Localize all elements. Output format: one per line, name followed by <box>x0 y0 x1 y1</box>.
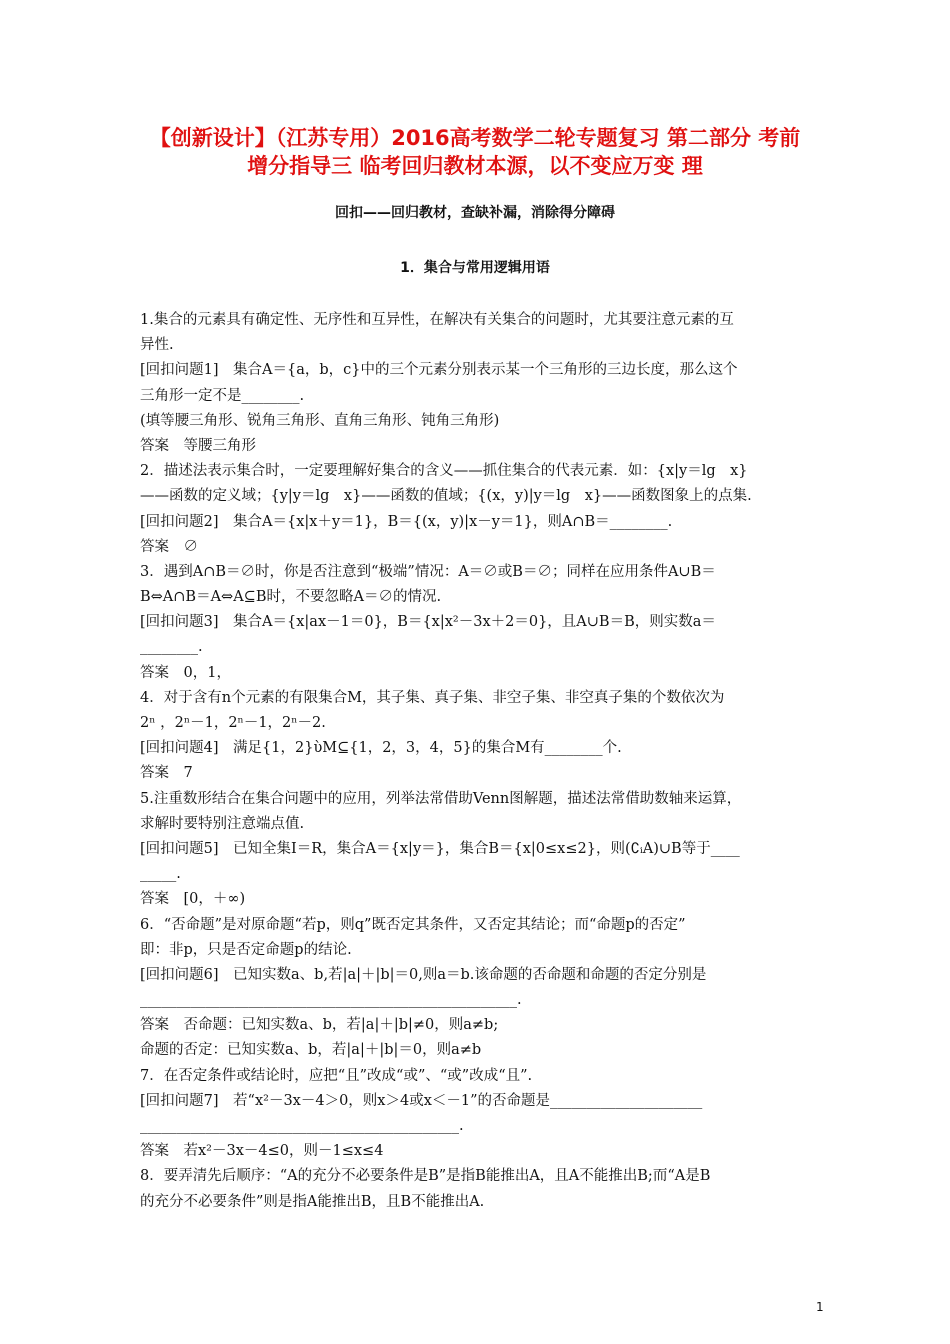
answer-line: 答案 ∅ <box>140 538 198 555</box>
body-text <box>140 308 815 1215</box>
text-line: 三角形一定不是________. <box>140 387 305 404</box>
text-line: [回扣问题6] 已知实数a、b,若|a|＋|b|＝0,则a＝b.该命题的否命题和命题的否定分别是 <box>140 966 707 983</box>
answer-line: 答案 等腰三角形 <box>140 437 256 454</box>
text-line: 5.注重数形结合在集合问题中的应用，列举法常借助Venn图解题，描述法常借助数轴来运算， <box>140 790 742 807</box>
text-line: [回扣问题4] 满足{1，2}ὺM⊆{1，2，3，4，5}的集合M有________个. <box>140 740 622 757</box>
text-line: [回扣问题5] 已知全集I＝R，集合A＝{x|y＝}，集合B＝{x|0≤x≤2}，则(∁ᵢA)∪B等于____ <box>140 840 740 857</box>
text-line: 7．在否定条件或结论时，应把“且”改成“或”、“或”改成“且”. <box>140 1067 533 1084</box>
answer-line: 答案 若x²－3x－4≤0，则－1≤x≤4 <box>140 1143 384 1160</box>
text-line: ________. <box>140 639 203 656</box>
answer-line: 答案 7 <box>140 765 193 782</box>
text-line: ____________________________________________. <box>140 1118 464 1134</box>
text-line: 2．描述法表示集合时，一定要理解好集合的含义——抓住集合的代表元素．如：{x|y＝lg x} <box>140 463 748 480</box>
document-title-line-2: 增分指导三 临考回归教材本源，以不变应万变 理 <box>247 154 703 178</box>
text-line: B⇔A∩B＝A⇔A⊆B时，不要忽略A＝∅的情况. <box>140 589 442 606</box>
text-line: ——函数的定义域；{y|y＝lg x}——函数的值域；{(x，y)|y＝lg x}——函数图象上的点集. <box>140 488 752 505</box>
section-heading: 1．集合与常用逻辑用语 <box>400 260 550 276</box>
text-line: ____________________________________________________. <box>140 992 522 1009</box>
text-line: _____. <box>140 866 181 883</box>
text-line: [回扣问题1] 集合A＝{a，b，c}中的三个元素分别表示某一个三角形的三边长度，那么这个 <box>140 362 738 379</box>
text-line: 3．遇到A∩B＝∅时，你是否注意到“极端”情况：A＝∅或B＝∅；同样在应用条件A∪B＝ <box>140 563 716 580</box>
text-line: 即：非p，只是否定命题p的结论. <box>140 941 352 958</box>
text-line: (填等腰三角形、锐角三角形、直角三角形、钝角三角形) <box>140 412 500 429</box>
answer-line: 答案 0，1， <box>140 664 231 681</box>
text-line: 2ⁿ ，2ⁿ－1，2ⁿ－1，2ⁿ－2. <box>140 715 326 731</box>
text-line: [回扣问题2] 集合A＝{x|x＋y＝1}，B＝{(x，y)|x－y＝1}，则A∩B＝________. <box>140 513 673 530</box>
page-number: 1 <box>816 1300 824 1314</box>
text-line: [回扣问题7] 若“x²－3x－4＞0，则x＞4或x＜－1”的否命题是_____________________ <box>140 1092 703 1109</box>
document-title-line-1: 【创新设计】（江苏专用）2016高考数学二轮专题复习 第二部分 考前 <box>149 126 801 150</box>
answer-line: 答案 [0，＋∞) <box>140 891 246 908</box>
text-line: 求解时要特别注意端点值. <box>140 815 305 832</box>
text-line: 1.集合的元素具有确定性、无序性和互异性，在解决有关集合的问题时，尤其要注意元素的互 <box>140 312 734 328</box>
text-line: 8．要弄清先后顺序：“A的充分不必要条件是B”是指B能推出A，且A不能推出B;而“A是B <box>140 1168 711 1185</box>
document-subtitle: 回扣——回归教材，查缺补漏，消除得分障碍 <box>335 205 615 221</box>
text-line: 4．对于含有n个元素的有限集合M，其子集、真子集、非空子集、非空真子集的个数依次为 <box>140 689 725 706</box>
text-line: 的充分不必要条件”则是指A能推出B，且B不能推出A. <box>140 1193 485 1210</box>
text-line: 6．“否命题”是对原命题“若p，则q”既否定其条件，又否定其结论；而“命题p的否定” <box>140 916 686 933</box>
text-line: [回扣问题3] 集合A＝{x|ax－1＝0}，B＝{x|x²－3x＋2＝0}，且A∪B＝B，则实数a＝ <box>140 614 716 631</box>
answer-line: 命题的否定：已知实数a、b，若|a|＋|b|＝0，则a≠b <box>140 1042 482 1059</box>
answer-line: 答案 否命题：已知实数a、b，若|a|＋|b|≠0，则a≠b; <box>140 1017 499 1034</box>
text-line: 异性. <box>140 337 174 354</box>
